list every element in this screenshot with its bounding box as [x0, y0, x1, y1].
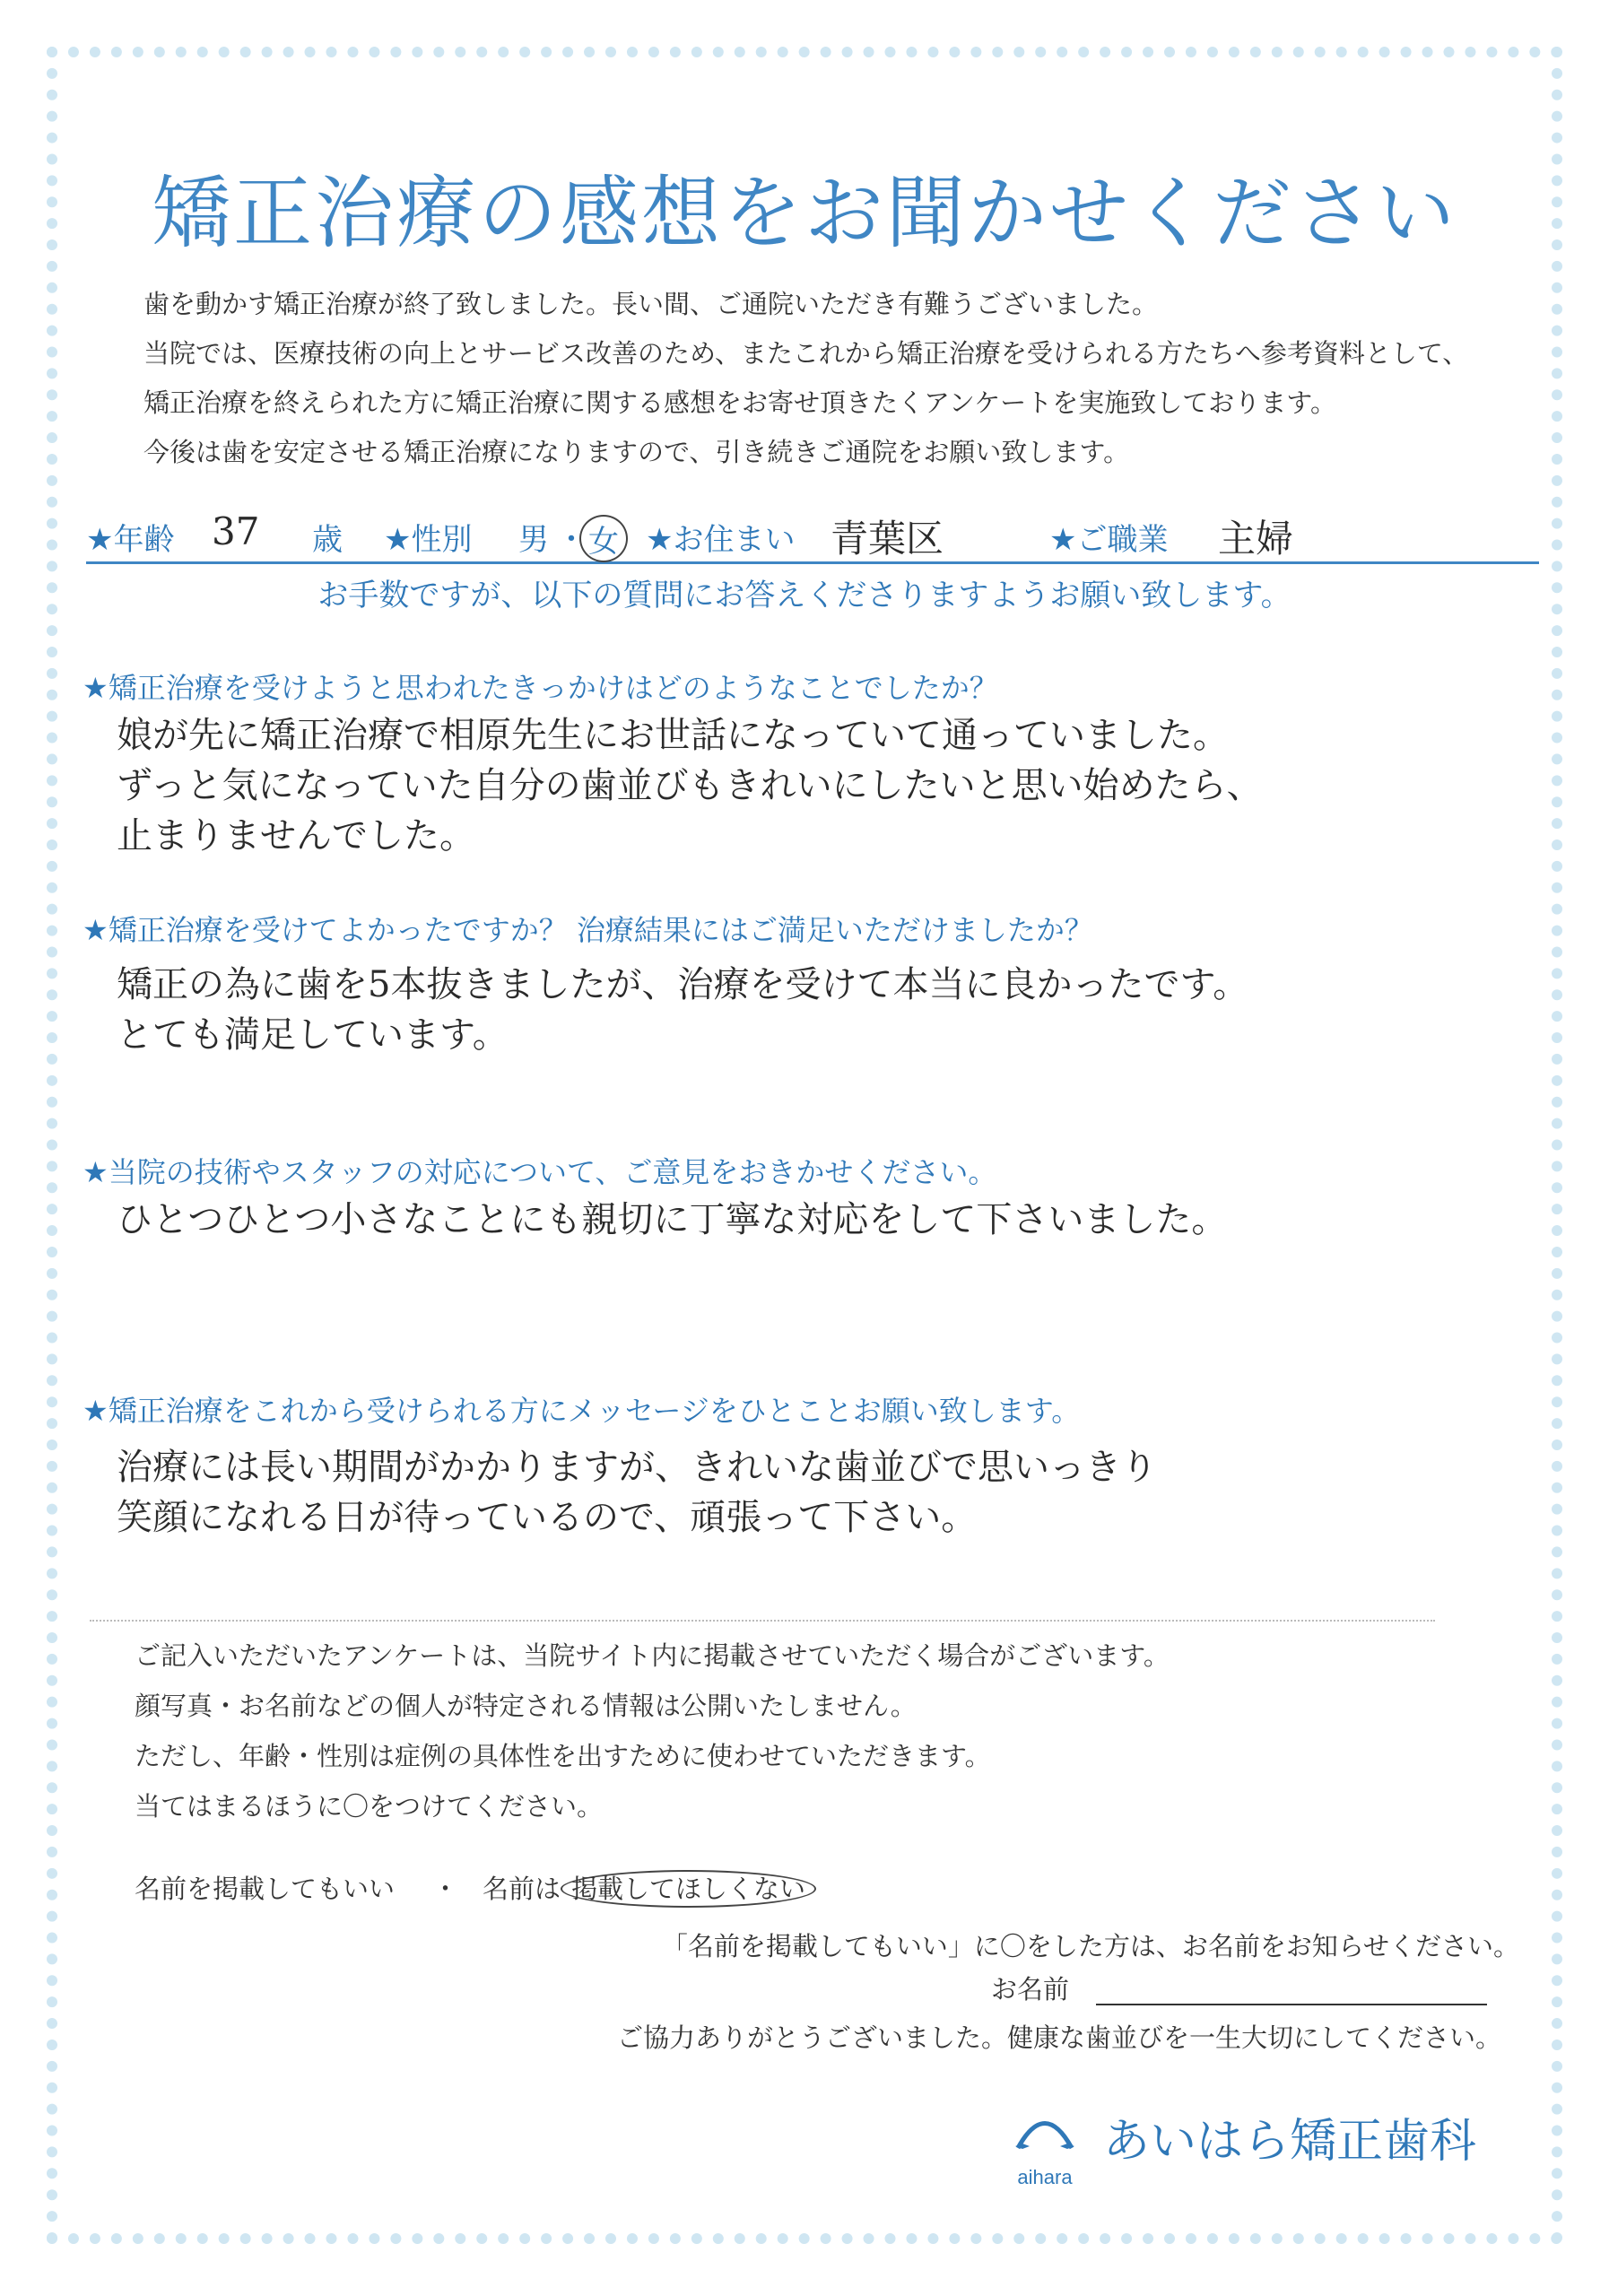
notice-line: ご記入いただいたアンケートは、当院サイト内に掲載させていただく場合がございます。: [135, 1640, 1170, 1671]
intro-line: 今後は歯を安定させる矯正治療になりますので、引き続きご通院をお願い致します。: [144, 437, 1130, 467]
sex-female-option[interactable]: 女: [579, 515, 628, 562]
logo-mark-icon: [1005, 2094, 1085, 2193]
job-value[interactable]: 主婦: [1218, 517, 1294, 561]
residence-value[interactable]: 青葉区: [831, 517, 944, 561]
intro-line: 当院では、医療技術の向上とサービス改善のため、またこれから矯正治療を受けられる方たちへ参考資料として、: [144, 338, 1469, 369]
section-divider: [90, 1620, 1435, 1622]
answer-block[interactable]: [117, 1442, 1157, 1543]
intro-line: 矯正治療を終えられた方に矯正治療に関する感想をお寄せ頂きたくアンケートを実施致しております。: [144, 387, 1336, 418]
publish-name-option[interactable]: 名前を掲載してもいい: [135, 1874, 396, 1904]
name-field[interactable]: [1096, 2004, 1487, 2005]
instruction-text: お手数ですが、以下の質問にお答えくださりますようお願い致します。: [317, 578, 1292, 613]
age-unit: 歳: [312, 522, 343, 558]
name-note: 「名前を掲載してもいい」に〇をした方は、お名前をお知らせください。: [661, 1931, 1519, 1961]
notice-text: [135, 1631, 1170, 1831]
answer-line: 笑顔になれる日が待っているので、頑張って下さい。: [117, 1497, 978, 1538]
intro-text: [144, 280, 1489, 477]
question-heading: ★矯正治療を受けてよかったですか？ 治療結果にはご満足いただけましたか？: [83, 913, 1093, 947]
question-heading: ★矯正治療を受けようと思われたきっかけはどのようなことでしたか？: [83, 671, 998, 705]
logo-romaji: aihara: [1017, 2166, 1073, 2188]
sex-male-option[interactable]: 男: [518, 522, 549, 558]
thanks-text: ご協力ありがとうございました。健康な歯並びを一生大切にしてください。: [616, 2022, 1501, 2053]
profile-row: [86, 511, 1539, 564]
answer-line: 治療には長い期間がかかりますが、きれいな歯並びで思いっきり: [117, 1447, 1157, 1488]
answer-block[interactable]: [117, 960, 1248, 1060]
sex-separator: ・: [556, 522, 587, 558]
sex-label: ★性別: [384, 522, 473, 558]
answer-line: 矯正の為に歯を5本抜きましたが、治療を受けて本当に良かったです。: [117, 964, 1249, 1005]
intro-line: 歯を動かす矯正治療が終了致しました。長い間、ご通院いただき有難うございました。: [144, 289, 1159, 319]
option-separator: ・: [432, 1874, 459, 1904]
answer-line: 止まりませんでした。: [117, 815, 475, 857]
notice-line: 顔写真・お名前などの個人が特定される情報は公開いたしません。: [135, 1691, 917, 1721]
age-value[interactable]: 37: [212, 509, 260, 553]
no-publish-circled: 掲載してほしくない: [561, 1870, 816, 1908]
residence-label: ★お住まい: [646, 522, 796, 558]
no-publish-prefix: 名前は: [483, 1874, 561, 1904]
notice-line: ただし、年齢・性別は症例の具体性を出すために使わせていただきます。: [135, 1741, 991, 1771]
logo-name: あいはら矯正歯科: [1103, 2115, 1477, 2169]
answer-line: とても満足しています。: [117, 1014, 509, 1056]
age-label: ★年齢: [86, 522, 175, 558]
answer-block[interactable]: [117, 710, 1263, 861]
name-label: お名前: [991, 1974, 1070, 2005]
question-heading: ★矯正治療をこれから受けられる方にメッセージをひとことお願い致します。: [83, 1394, 1081, 1428]
clinic-logo: [1005, 2094, 1507, 2193]
answer-line: 娘が先に矯正治療で相原先生にお世話になっていて通っていました。: [117, 715, 1229, 756]
page-title: 矯正治療の感想をお聞かせください: [151, 167, 1457, 259]
answer-line: ひとつひとつ小さなことにも親切に丁寧な対応をして下さいました。: [117, 1199, 1228, 1240]
job-label: ★ご職業: [1049, 522, 1169, 558]
no-publish-option[interactable]: [483, 1869, 816, 1906]
question-heading: ★当院の技術やスタッフの対応について、ご意見をおきかせください。: [83, 1155, 997, 1189]
answer-block[interactable]: [117, 1195, 1227, 1245]
notice-line: 当てはまるほうに〇をつけてください。: [135, 1791, 604, 1822]
answer-line: ずっと気になっていた自分の歯並びもきれいにしたいと思い始めたら、: [117, 765, 1263, 806]
